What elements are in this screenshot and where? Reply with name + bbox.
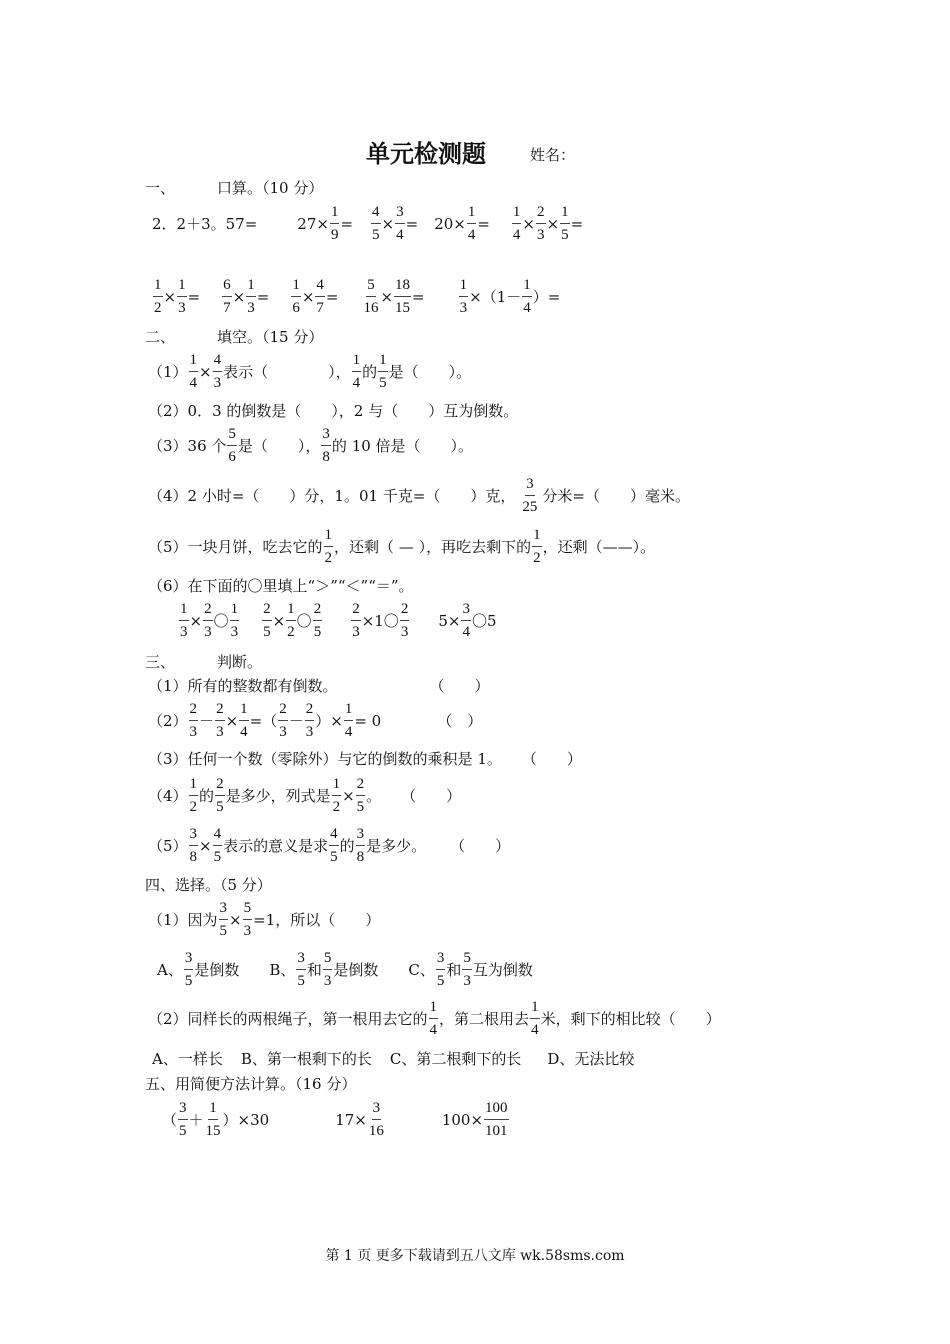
option-b[interactable]: B、第一根剩下的长 bbox=[240, 1050, 372, 1068]
fill-question-5 bbox=[148, 526, 655, 567]
equals: = bbox=[477, 214, 490, 233]
operator: ）× bbox=[315, 712, 343, 730]
operator: × bbox=[199, 362, 212, 381]
section-number: 二、 bbox=[145, 328, 176, 346]
fraction: $\frac{1}{9}$ bbox=[330, 204, 339, 243]
q-num: （5） bbox=[148, 837, 188, 855]
equals: = bbox=[412, 287, 425, 306]
judge-question-2 bbox=[148, 700, 482, 741]
answer-blank[interactable]: （ ） bbox=[401, 787, 462, 805]
circle-blank[interactable]: 〇5 bbox=[471, 612, 497, 630]
q-text: 是多少。 bbox=[366, 837, 427, 855]
q-text: 的 bbox=[362, 363, 378, 381]
fraction: $\frac{3}{8}$ bbox=[189, 826, 198, 865]
fraction: 5 6 bbox=[228, 426, 236, 465]
operator: － bbox=[288, 712, 304, 730]
q-num: （1） bbox=[148, 363, 188, 381]
q-text: 的 bbox=[339, 837, 355, 855]
fraction: $\frac{1}{4}$ bbox=[189, 352, 198, 391]
q-text: （4）2 小时=（ ）分，1。01 千克=（ ）克， bbox=[148, 487, 516, 505]
fraction: $\frac{18}{15}$ bbox=[395, 277, 411, 316]
q-text: =1，所以（ ） bbox=[253, 911, 381, 929]
fraction: 1 4 bbox=[523, 277, 531, 316]
fraction: $\frac{1}{2}$ bbox=[154, 277, 162, 316]
q-text: 的 bbox=[199, 787, 215, 805]
equals: = bbox=[325, 287, 339, 306]
section-4-heading bbox=[145, 874, 272, 895]
fraction: $\frac{1}{3}$ bbox=[247, 277, 255, 316]
equals: = bbox=[570, 214, 584, 233]
fraction: 1 5 bbox=[379, 352, 387, 391]
operator: × bbox=[342, 786, 355, 805]
fill-question-4 bbox=[148, 475, 690, 516]
operator: =（ bbox=[249, 712, 278, 730]
fraction: 3 5 bbox=[297, 950, 305, 989]
fraction: $\frac{1}{5}$ bbox=[561, 204, 569, 243]
fraction: 5 3 bbox=[463, 950, 471, 989]
operator: ×（1－ bbox=[469, 288, 522, 306]
q-text: 表示（ ）， bbox=[223, 363, 351, 381]
fraction: $\frac{1}{4}$ bbox=[344, 701, 353, 740]
fraction: $\frac{5}{3}$ bbox=[243, 900, 252, 939]
operator: ）×30 bbox=[222, 1111, 270, 1129]
fraction: $\frac{2}{3}$ bbox=[216, 701, 224, 740]
operator: 5× bbox=[438, 611, 461, 630]
option-b[interactable]: B、 bbox=[269, 961, 296, 979]
expr: 2．2＋3。57= bbox=[152, 215, 258, 233]
fraction: 2 5 bbox=[216, 776, 224, 815]
fraction: $\frac{1}{6}$ bbox=[292, 277, 300, 316]
answer-blank[interactable]: （ ） bbox=[450, 837, 511, 855]
fraction: 3 8 bbox=[356, 826, 365, 865]
section-number: 一、 bbox=[145, 179, 176, 197]
fill-question-1 bbox=[148, 351, 471, 392]
fraction: $\frac{3}{4}$ bbox=[462, 601, 470, 640]
judge-question-4 bbox=[148, 775, 461, 816]
fraction: $\frac{1}{4}$ bbox=[240, 701, 248, 740]
fraction: 5 3 bbox=[323, 950, 332, 989]
section-title: 四、选择。（5 分） bbox=[145, 876, 272, 894]
q-text: 米，剩下的相比较（ ） bbox=[540, 1010, 721, 1028]
operator: × bbox=[381, 214, 395, 233]
fraction: 4 5 bbox=[330, 826, 338, 865]
q-text: 分米=（ ）毫米。 bbox=[542, 487, 690, 505]
q-text: （1）所有的整数都有倒数。 bbox=[148, 677, 338, 695]
fraction: 1 2 bbox=[189, 776, 198, 815]
q-text: 表示的意义是求 bbox=[223, 837, 329, 855]
fraction: $\frac{5}{16}$ bbox=[363, 277, 379, 316]
answer-blank[interactable]: （ ） bbox=[521, 750, 582, 768]
equals: = bbox=[256, 287, 270, 306]
fraction: 2 3 bbox=[400, 601, 409, 640]
option-text: 是倒数 bbox=[194, 961, 240, 979]
fraction: 2 3 bbox=[305, 701, 314, 740]
q-num: （4） bbox=[148, 787, 188, 805]
operator: × bbox=[229, 910, 242, 929]
operator: 17× bbox=[335, 1110, 367, 1129]
page-footer: 第 1 页 更多下载请到五八文库 wk.58sms.com bbox=[325, 1248, 625, 1264]
operator: × bbox=[380, 287, 394, 306]
fraction: $\frac{3}{5}$ bbox=[219, 900, 228, 939]
fraction: 3 25 bbox=[522, 476, 538, 515]
fraction: $\frac{2}{5}$ bbox=[356, 776, 365, 815]
q-text: 的 10 倍是（ ）。 bbox=[331, 437, 474, 455]
fill-question-3 bbox=[148, 425, 473, 466]
operator: ＋ bbox=[188, 1111, 204, 1129]
compare-row bbox=[178, 600, 496, 641]
q-text: ，第二根用去 bbox=[439, 1010, 530, 1028]
operator: 100× bbox=[441, 1110, 484, 1129]
fraction: $\frac{4}{7}$ bbox=[316, 277, 324, 316]
name-label: 姓名： bbox=[530, 146, 576, 164]
fraction: $\frac{2}{3}$ bbox=[352, 601, 360, 640]
fraction: 1 15 bbox=[205, 1100, 221, 1139]
q-text: （2）0．3 的倒数是（ ），2 与（ ）互为倒数。 bbox=[148, 402, 519, 420]
fraction: 1 2 bbox=[324, 527, 333, 566]
q-text: ，还剩（——）。 bbox=[542, 538, 656, 556]
equals: = bbox=[187, 287, 201, 306]
fraction: $\frac{4}{3}$ bbox=[213, 352, 222, 391]
q-text: 是（ ）， bbox=[237, 437, 321, 455]
equals: = bbox=[340, 214, 354, 233]
fraction: 1 2 bbox=[533, 527, 541, 566]
operator: ×1〇 bbox=[361, 612, 399, 630]
option-a[interactable]: A、一样长 bbox=[152, 1050, 223, 1068]
fraction: $\frac{4}{5}$ bbox=[372, 204, 380, 243]
fraction: 2 3 bbox=[189, 701, 198, 740]
fraction: 1 4 bbox=[531, 999, 539, 1038]
q-num: （2） bbox=[148, 712, 188, 730]
fill-question-6 bbox=[148, 575, 414, 596]
fraction: $\frac{2}{3}$ bbox=[537, 204, 545, 243]
fraction: $\frac{100}{101}$ bbox=[485, 1100, 508, 1139]
fill-question-2 bbox=[148, 400, 518, 421]
choice-options-2 bbox=[152, 1048, 634, 1069]
fraction: $\frac{3}{4}$ bbox=[396, 204, 404, 243]
fraction: $\frac{1}{3}$ bbox=[459, 277, 468, 316]
fraction: 1 3 bbox=[230, 601, 239, 640]
fraction: 3 5 bbox=[184, 950, 193, 989]
operator: × bbox=[272, 611, 286, 630]
fraction: 1 4 bbox=[352, 352, 361, 391]
expr: 20× bbox=[434, 214, 466, 233]
circle-blank[interactable]: 〇 bbox=[296, 612, 312, 630]
equals: = 0 bbox=[354, 711, 382, 730]
choice-options-1 bbox=[157, 949, 533, 990]
option-c[interactable]: C、第二根剩下的长 bbox=[389, 1050, 522, 1068]
simplify-row bbox=[162, 1099, 510, 1140]
fraction: $\frac{1}{2}$ bbox=[287, 601, 295, 640]
operator: （ bbox=[162, 1111, 178, 1129]
operator: × bbox=[225, 711, 239, 730]
fraction: $\frac{2}{5}$ bbox=[263, 601, 271, 640]
q-text: （2）同样长的两根绳子，第一根用去它的 bbox=[148, 1010, 428, 1028]
judge-question-5 bbox=[148, 825, 510, 866]
fraction: 2 3 bbox=[279, 701, 287, 740]
q-text: ，还剩（ — ），再吃去剩下的 bbox=[334, 538, 532, 556]
option-text: 和 bbox=[306, 961, 322, 979]
fraction: 3 8 bbox=[322, 426, 330, 465]
option-text: 是倒数 bbox=[333, 961, 379, 979]
operator: × bbox=[232, 287, 246, 306]
operator: × bbox=[546, 214, 560, 233]
operator: × bbox=[301, 287, 315, 306]
q-text: （3）任何一个数（零除外）与它的倒数的乘积是 1。 bbox=[148, 750, 502, 768]
section-1-heading bbox=[145, 177, 323, 198]
fraction: $\frac{2}{3}$ bbox=[204, 601, 212, 640]
oral-calc-row-1 bbox=[152, 203, 583, 244]
operator: × bbox=[199, 836, 212, 855]
fraction: $\frac{1}{4}$ bbox=[512, 204, 521, 243]
q-text: （3）36 个 bbox=[148, 437, 227, 455]
fraction: $\frac{6}{7}$ bbox=[223, 277, 231, 316]
fraction: $\frac{1}{4}$ bbox=[467, 204, 476, 243]
option-text: 互为倒数 bbox=[472, 961, 533, 979]
judge-question-1 bbox=[148, 675, 490, 696]
operator: × bbox=[189, 611, 203, 630]
q-text: （5）一块月饼，吃去它的 bbox=[148, 538, 323, 556]
option-d[interactable]: D、无法比较 bbox=[547, 1050, 635, 1068]
circle-blank[interactable]: 〇 bbox=[213, 612, 229, 630]
option-a[interactable]: A、 bbox=[157, 961, 183, 979]
option-c[interactable]: C、 bbox=[408, 961, 435, 979]
fraction: 1 4 bbox=[429, 999, 438, 1038]
q-text: 是（ ）。 bbox=[388, 363, 472, 381]
fraction: $\frac{1}{2}$ bbox=[332, 776, 341, 815]
equals: = bbox=[405, 214, 419, 233]
section-title: 填空。（15 分） bbox=[217, 328, 324, 346]
expr: 27× bbox=[297, 214, 329, 233]
operator: × bbox=[522, 214, 535, 233]
section-title: 判断。 bbox=[217, 653, 263, 671]
section-2-heading bbox=[145, 326, 323, 347]
option-text: 和 bbox=[446, 961, 462, 979]
fraction: 3 5 bbox=[436, 950, 445, 989]
choice-question-2 bbox=[148, 998, 721, 1039]
q-text: 。 bbox=[366, 787, 382, 805]
judge-question-3 bbox=[148, 748, 582, 769]
section-number: 三、 bbox=[145, 653, 176, 671]
fraction: 2 5 bbox=[313, 601, 322, 640]
q-text: （6）在下面的〇里填上“＞”“＜”“＝”。 bbox=[148, 577, 414, 595]
choice-question-1 bbox=[148, 899, 380, 940]
fraction: $\frac{3}{16}$ bbox=[368, 1100, 384, 1139]
page-title: 单元检测题 bbox=[366, 140, 486, 168]
answer-blank[interactable]: （ ） bbox=[437, 712, 483, 730]
q-text: 是多少，列式是 bbox=[225, 787, 331, 805]
q-text: （1）因为 bbox=[148, 911, 218, 929]
section-title: 五、用简便方法计算。（16 分） bbox=[145, 1075, 357, 1093]
fraction: $\frac{1}{3}$ bbox=[178, 277, 186, 316]
oral-calc-row-2 bbox=[152, 276, 560, 317]
section-5-heading bbox=[145, 1073, 356, 1094]
answer-blank[interactable]: （ ） bbox=[429, 677, 490, 695]
operator: － bbox=[199, 712, 215, 730]
section-title: 口算。（10 分） bbox=[217, 179, 324, 197]
fraction: 3 5 bbox=[179, 1100, 187, 1139]
equals: ）= bbox=[532, 288, 561, 306]
fraction: $\frac{4}{5}$ bbox=[213, 826, 222, 865]
section-3-heading bbox=[145, 651, 262, 672]
operator: × bbox=[163, 287, 177, 306]
fraction: $\frac{1}{3}$ bbox=[180, 601, 188, 640]
